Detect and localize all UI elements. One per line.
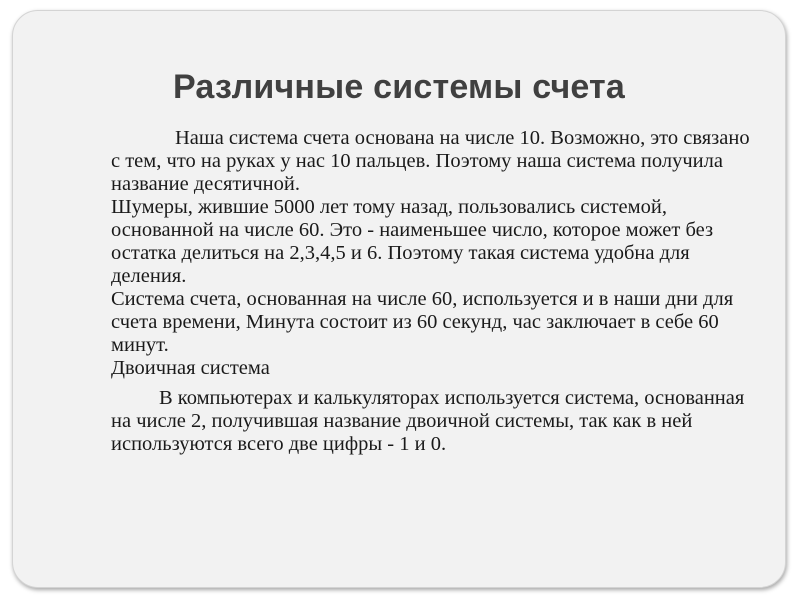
paragraph-decimal-system: Наша система счета основана на числе 10. Возможно, это связано с тем, что на руках у нас 10 пальцев. Поэтому наша система получила название десятичной. <box>111 127 750 195</box>
paragraph-sumerians: Шумеры, жившие 5000 лет тому назад, пользовались системой, основанной на числе 60. Это - наименьшее число, которое может без остатка делиться на 2,3,4,5 и 6. Поэтому такая система удобна для деления. <box>111 196 714 287</box>
paragraph-time-counting: Система счета, основанная на числе 60, используется и в наши дни для счета времени, Минута состоит из 60 секунд, час заключает в себе 60 минут. <box>111 288 734 356</box>
paragraph-binary-system: В компьютерах и калькуляторах используется система, основанная на числе 2, получившая название двоичной системы, так как в ней используются всего две цифры - 1 и 0. <box>111 387 745 455</box>
heading-binary-system: Двоичная система <box>111 357 270 379</box>
slide-body <box>111 127 751 456</box>
slide-title: Различные системы счета <box>172 68 626 106</box>
